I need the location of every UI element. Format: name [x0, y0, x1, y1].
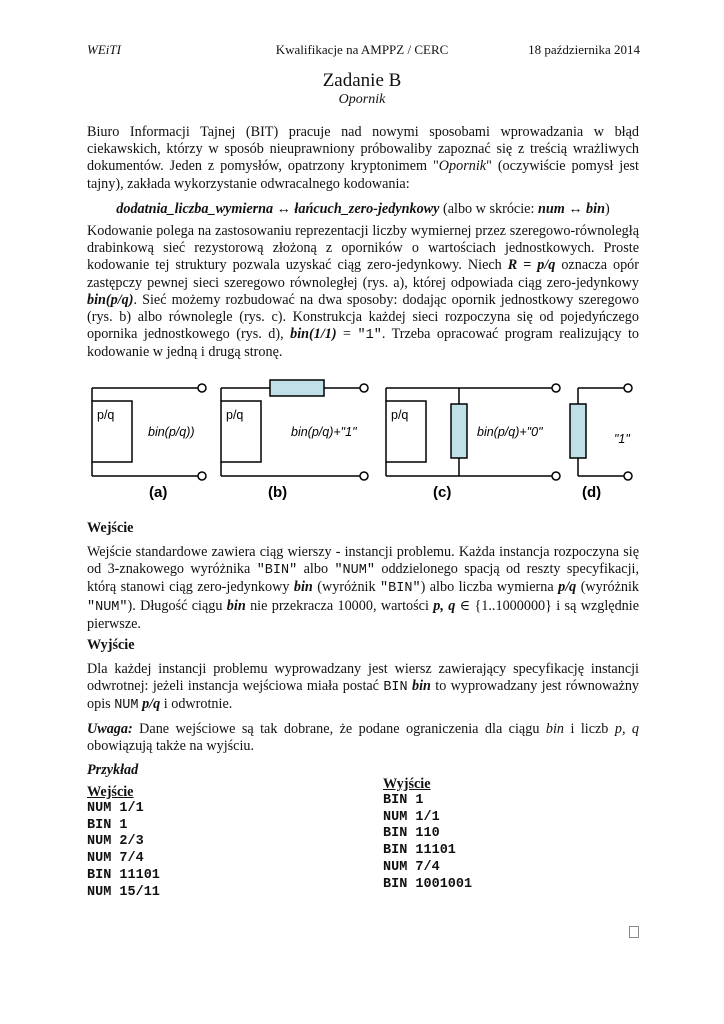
example-heading: Przykład — [87, 762, 139, 778]
label-c: bin(p/q)+"0" — [477, 425, 543, 439]
box-label-a: p/q — [97, 408, 115, 422]
example-input-line: NUM 1/1 — [87, 800, 144, 816]
example-input-line: BIN 11101 — [87, 867, 160, 883]
example-input-line: NUM 2/3 — [87, 834, 144, 850]
example-output-line: BIN 11101 — [383, 843, 456, 859]
terminal-d-top — [624, 384, 632, 392]
series-resistor-b — [270, 380, 324, 396]
caption-c: (c) — [433, 484, 452, 501]
output-description: Dla każdej instancji problemu wyprowadzany jest wiersz zawierający specyfikację instancji odwrotnej: jeżeli instancja wejściowa miała postać BIN bin to wyprowadzany jest równoważny opis NUM p/q i odwrotnie. — [87, 661, 640, 714]
terminal-a-top — [198, 384, 206, 392]
caption-d: (d) — [582, 484, 602, 501]
input-description: Wejście standardowe zawiera ciąg wierszy - instancji problemu. Każda instancja rozpoczyna się od 3-znakowego wyróżnika "BIN" albo "NUM" oddzielonego spacją od reszty specyfikacji, którą stanowi ciąg zero-jedynkowy bin (wyróżnik "BIN") albo liczba wymierna p/q (wyróżnik "NUM"). Długość ciągu bin nie przekracza 10000, wartości p, q ∈ {1..1000000} i są względnie pierwsze. — [87, 544, 640, 632]
output-heading: Wyjście — [87, 637, 135, 653]
example-output-title: Wyjście — [383, 776, 431, 792]
example-input-line: NUM 7/4 — [87, 851, 144, 867]
header-left: WEiTI — [87, 42, 121, 57]
example-output-line: NUM 1/1 — [383, 809, 440, 825]
resistor-network-figure — [0, 370, 724, 505]
example-output-line: BIN 1001001 — [383, 876, 473, 892]
label-b: bin(p/q)+"1" — [291, 425, 357, 439]
example-input-line: NUM 15/11 — [87, 884, 160, 900]
example-output-line: BIN 1 — [383, 792, 424, 808]
page-title: Zadanie B — [322, 70, 402, 91]
terminal-b-top — [360, 384, 368, 392]
coding-line: dodatnia_liczba_wymierna ↔ łańcuch_zero-jedynkowy (albo w skrócie: num ↔ bin) — [116, 201, 610, 217]
header-center: Kwalifikacje na AMPPZ / CERC — [275, 42, 449, 57]
example-output — [383, 776, 472, 894]
example-input-title: Wejście — [87, 784, 134, 800]
example-output-line: BIN 110 — [383, 826, 440, 842]
unit-resistor-d — [570, 404, 586, 458]
intro-paragraph: Biuro Informacji Tajnej (BIT) pracuje nad nowymi sposobami wprowadzania w błąd ciekawskich, którzy w sposób nieuprawniony próbowaliby zapoznać się z treścią wrażliwych dokumentów. Jeden z pomysłów, opatrzony kryptonimem "Opornik" (oczywiście pomysł jest tajny), zakłada wykorzystanie odwracalnego kodowania: — [87, 124, 639, 192]
header-right: 18 października 2014 — [528, 42, 640, 57]
input-heading: Wejście — [87, 520, 134, 536]
example-input — [87, 784, 160, 902]
note-paragraph: Uwaga: Dane wejściowe są tak dobrane, że podane ograniczenia dla ciągu bin i liczb p, q obowiązują także na wyjściu. — [87, 721, 640, 755]
caption-a: (a) — [149, 484, 168, 501]
label-d: "1" — [614, 432, 630, 446]
terminal-b-bottom — [360, 472, 368, 480]
page-subtitle: Opornik — [338, 92, 386, 107]
example-output-line: NUM 7/4 — [383, 859, 440, 875]
coding-description: Kodowanie polega na zastosowaniu reprezentacji liczby wymiernej przez szeregowo-równoległą drabinkową sieć rezystorową złożoną z oporników o wartościach jednostkowych. Proste kodowanie tej struktury pozwala uzyskać ciąg zero-jedynkowy. Niech R = p/q oznacza opór zastępczy pewnej sieci szeregowo równoległej (rys. a), której odpowiada ciąg zero-jedynkowy bin(p/q). Sieć możemy rozbudować na dwa sposoby: dodając opornik jednostkowy szeregowo (rys. b) albo równolegle (rys. c). Konstrukcja każdej sieci rozpoczyna się od pojedyńczego opornika jednostkowego (rys. d), bin(1/1) = "1". Trzeba opracować program realizujący to kodowanie w jedną i drugą stronę. — [87, 223, 639, 361]
label-a: bin(p/q)) — [148, 425, 195, 439]
parallel-resistor-c — [451, 404, 467, 458]
terminal-d-bottom — [624, 472, 632, 480]
example-input-line: BIN 1 — [87, 817, 128, 833]
terminal-c-bottom — [552, 472, 560, 480]
terminal-a-bottom — [198, 472, 206, 480]
page-marker-icon — [629, 926, 639, 938]
caption-b: (b) — [268, 484, 288, 501]
box-label-b: p/q — [226, 408, 244, 422]
box-label-c: p/q — [391, 408, 409, 422]
terminal-c-top — [552, 384, 560, 392]
